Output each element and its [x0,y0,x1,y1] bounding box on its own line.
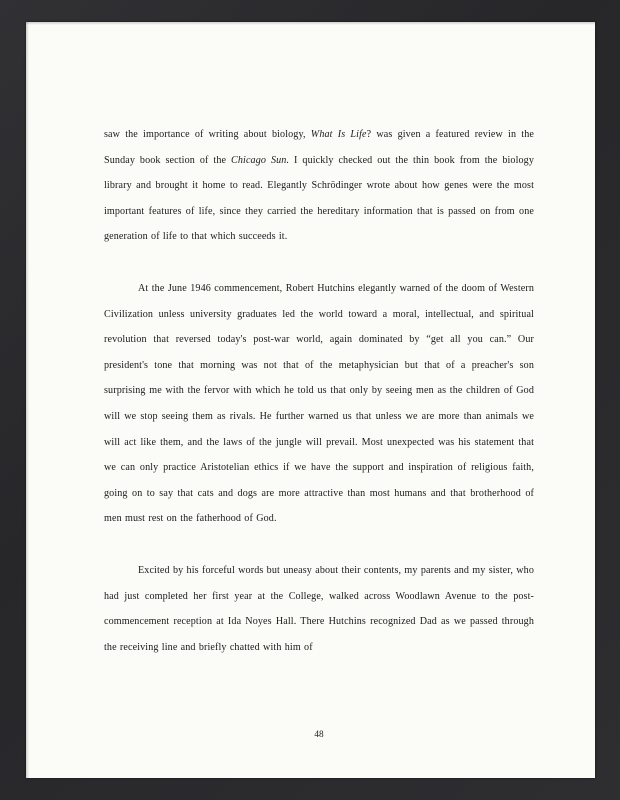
text-run: Chicago Sun. [231,154,290,166]
text-run: saw the importance of writing about biology, [104,129,311,140]
page-text-block [104,122,534,740]
text-run: ? was given a featured review in the Sunday book section of the [104,129,534,166]
document-page [26,22,595,778]
text-run: At the June 1946 commencement, Robert Hutchins elegantly warned of the doom of Western Civilization unless university graduates led the world toward a moral, intellectual, and spiritual revolution that reversed today's post-war world, again dominated by “get all you can.” Our president's tone that morning was not that of the metaphysician but that of a preacher's son surprising me with the fervor with which he told us that only by seeing men as the children of God will we stop seeing them as rivals. He further warned us that unless we are more than animals we will act like them, and the laws of the jungle will prevail. Most unexpected was his statement that we can only practice Aristotelian ethics if we have the support and inspiration of religious faith, going on to say that cats and dogs are more attractive than most humans and that brotherhood of men must rest on the fatherhood of God. [104,282,534,525]
page-number: 48 [314,730,324,740]
paragraph-2 [104,276,534,532]
paragraph-3 [104,558,534,660]
paragraph-1 [104,122,534,250]
text-run: Excited by his forceful words but uneasy about their contents, my parents and my sister, who had just completed her first year at the College, walked across Woodlawn Avenue to the post-commencement reception at Ida Noyes Hall. There Hutchins recognized Dad as we passed through the receiving line and briefly chatted with him of [104,564,534,653]
text-run: What Is Life [310,129,367,140]
text-run: I quickly checked out the thin book from the biology library and brought it home to read. Elegantly Schrödinger wrote about how genes were the most important features of life, since they carried the hereditary information that is passed on from one generation of life to that which succeeds it. [104,154,534,243]
